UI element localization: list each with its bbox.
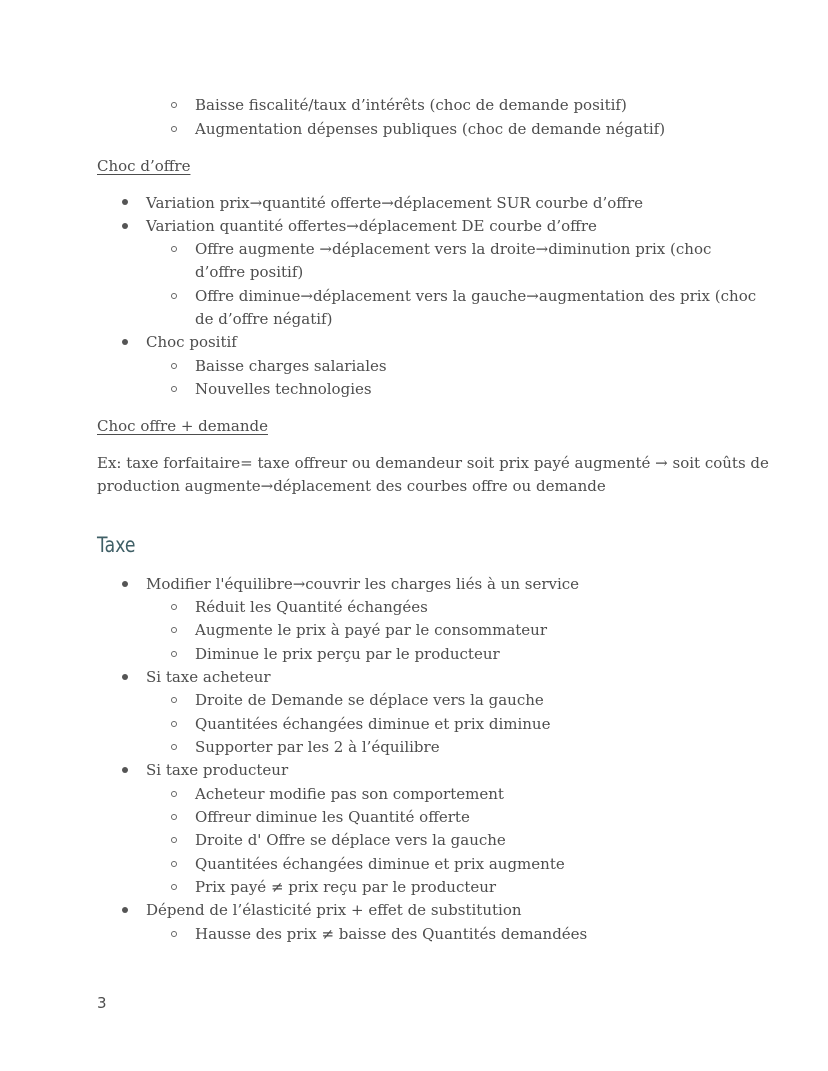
list-item: Offre diminue→déplacement vers la gauche→augmentation des prix (choc xyxy=(195,287,757,305)
page-number: 3 xyxy=(97,994,107,1012)
section-heading-taxe: Taxe xyxy=(97,533,136,557)
list-bullet-icon xyxy=(171,651,177,657)
list-bullet-icon xyxy=(122,581,128,587)
list-item: Choc positif xyxy=(146,333,237,351)
list-item: Hausse des prix ≠ baisse des Quantités demandées xyxy=(195,925,588,943)
list-item: Prix payé ≠ prix reçu par le producteur xyxy=(195,878,497,896)
list-bullet-icon xyxy=(122,339,128,345)
list-item: Variation prix→quantité offerte→déplacement SUR courbe d’offre xyxy=(146,194,644,212)
list-bullet-icon xyxy=(122,767,128,773)
list-item: Variation quantité offertes→déplacement DE courbe d’offre xyxy=(146,217,597,235)
list-item: Si taxe producteur xyxy=(146,761,289,779)
list-bullet-icon xyxy=(171,837,177,843)
list-item: Offreur diminue les Quantité offerte xyxy=(195,808,470,826)
list-bullet-icon xyxy=(171,814,177,820)
list-item: Diminue le prix perçu par le producteur xyxy=(195,645,500,663)
list-item: Acheteur modifie pas son comportement xyxy=(195,785,504,803)
list-item: Droite de Demande se déplace vers la gauche xyxy=(195,691,544,709)
paragraph-line: Ex: taxe forfaitaire= taxe offreur ou demandeur soit prix payé augmenté → soit coûts de xyxy=(97,454,769,472)
list-bullet-icon xyxy=(122,907,128,913)
list-bullet-icon xyxy=(171,604,177,610)
list-bullet-icon xyxy=(171,697,177,703)
list-item: Offre augmente →déplacement vers la droite→diminution prix (choc xyxy=(195,240,712,258)
list-item: Droite d' Offre se déplace vers la gauche xyxy=(195,831,506,849)
list-item: Modifier l'équilibre→couvrir les charges liés à un service xyxy=(146,575,580,593)
list-bullet-icon xyxy=(171,386,177,392)
list-item: Réduit les Quantité échangées xyxy=(195,598,428,616)
list-item: Baisse charges salariales xyxy=(195,357,387,375)
list-item: Si taxe acheteur xyxy=(146,668,271,686)
list-item-continuation: de d’offre négatif) xyxy=(195,310,333,328)
list-item: Baisse fiscalité/taux d’intérêts (choc de demande positif) xyxy=(195,96,627,114)
list-item: Quantitées échangées diminue et prix augmente xyxy=(195,855,565,873)
list-item: Augmente le prix à payé par le consommateur xyxy=(195,621,548,639)
list-bullet-icon xyxy=(171,861,177,867)
list-item: Nouvelles technologies xyxy=(195,380,372,398)
list-bullet-icon xyxy=(171,363,177,369)
list-bullet-icon xyxy=(122,223,128,229)
section-title-choc-offre: Choc d’offre xyxy=(97,157,191,175)
list-bullet-icon xyxy=(171,293,177,299)
list-bullet-icon xyxy=(171,102,177,108)
list-bullet-icon xyxy=(171,246,177,252)
list-item: Quantitées échangées diminue et prix diminue xyxy=(195,715,551,733)
list-bullet-icon xyxy=(171,744,177,750)
list-bullet-icon xyxy=(171,931,177,937)
list-item: Augmentation dépenses publiques (choc de demande négatif) xyxy=(195,120,666,138)
list-bullet-icon xyxy=(171,791,177,797)
list-item: Dépend de l’élasticité prix + effet de substitution xyxy=(146,901,522,919)
list-bullet-icon xyxy=(171,126,177,132)
list-bullet-icon xyxy=(122,199,128,205)
list-bullet-icon xyxy=(171,884,177,890)
list-item: Supporter par les 2 à l’équilibre xyxy=(195,738,440,756)
list-item-continuation: d’offre positif) xyxy=(195,263,304,281)
list-bullet-icon xyxy=(122,674,128,680)
section-title-choc-offre-demande: Choc offre + demande xyxy=(97,417,268,435)
list-bullet-icon xyxy=(171,627,177,633)
list-bullet-icon xyxy=(171,721,177,727)
paragraph-line: production augmente→déplacement des courbes offre ou demande xyxy=(97,477,606,495)
